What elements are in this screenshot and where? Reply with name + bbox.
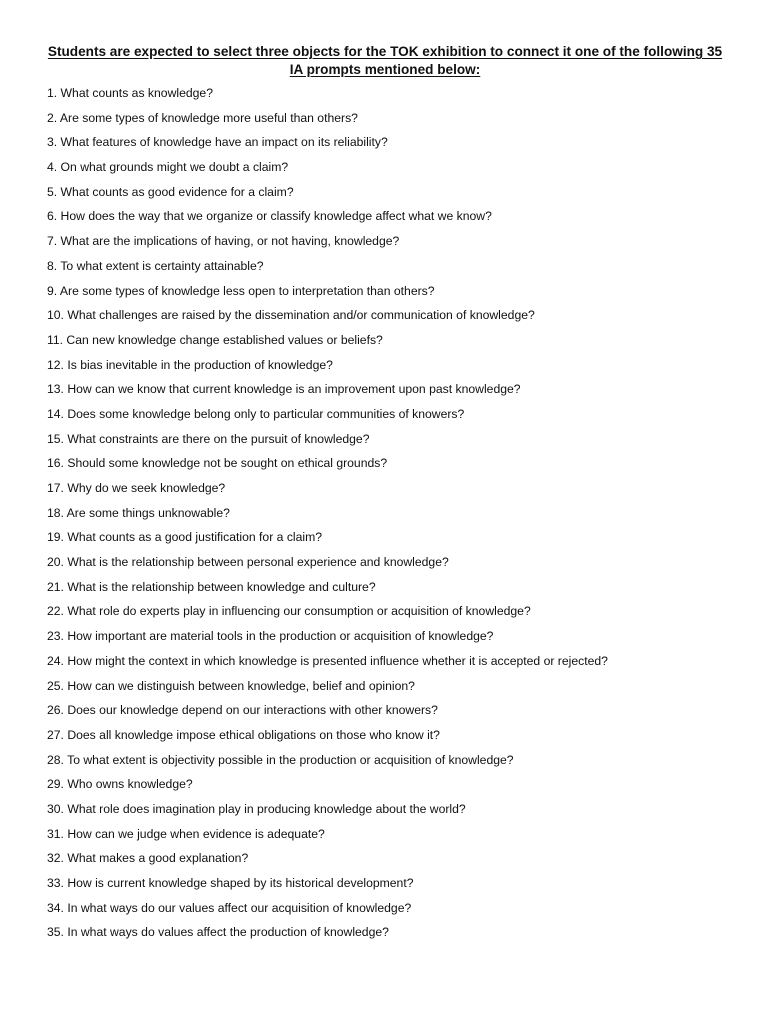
prompt-item: 14. Does some knowledge belong only to particular communities of knowers? bbox=[47, 406, 465, 421]
prompt-item: 19. What counts as a good justification for a claim? bbox=[47, 530, 323, 545]
prompt-item: 31. How can we judge when evidence is adequate? bbox=[47, 826, 325, 841]
prompt-item: 22. What role do experts play in influencing our consumption or acquisition of knowledge? bbox=[47, 604, 531, 619]
prompt-list bbox=[47, 84, 747, 948]
prompt-item: 5. What counts as good evidence for a claim? bbox=[47, 184, 294, 199]
prompt-item: 17. Why do we seek knowledge? bbox=[47, 481, 226, 495]
prompt-item: 3. What features of knowledge have an impact on its reliability? bbox=[47, 135, 388, 150]
prompt-item: 4. On what grounds might we doubt a claim? bbox=[47, 160, 289, 175]
prompt-item: 25. How can we distinguish between knowledge, belief and opinion? bbox=[47, 678, 415, 693]
prompt-item: 20. What is the relationship between personal experience and knowledge? bbox=[47, 555, 449, 570]
prompt-item: 32. What makes a good explanation? bbox=[47, 851, 249, 866]
prompt-item: 12. Is bias inevitable in the production of knowledge? bbox=[47, 357, 333, 372]
prompt-item: 13. How can we know that current knowledge is an improvement upon past knowledge? bbox=[47, 382, 521, 397]
prompt-item: 2. Are some types of knowledge more useful than others? bbox=[47, 110, 358, 125]
prompt-item: 10. What challenges are raised by the dissemination and/or communication of knowledge? bbox=[47, 308, 535, 323]
prompt-item: 16. Should some knowledge not be sought on ethical grounds? bbox=[47, 456, 388, 471]
prompt-item: 35. In what ways do values affect the production of knowledge? bbox=[47, 925, 389, 940]
document-heading: Students are expected to select three objects for the TOK exhibition to connect it one of the following 35 IA prompts mentioned below: bbox=[47, 44, 723, 77]
prompt-item: 30. What role does imagination play in producing knowledge about the world? bbox=[47, 801, 466, 816]
prompt-item: 34. In what ways do our values affect our acquisition of knowledge? bbox=[47, 900, 412, 915]
prompt-item: 18. Are some things unknowable? bbox=[47, 505, 230, 520]
prompt-item: 7. What are the implications of having, or not having, knowledge? bbox=[47, 234, 400, 249]
prompt-item: 28. To what extent is objectivity possible in the production or acquisition of knowledge? bbox=[47, 752, 514, 767]
prompt-item: 26. Does our knowledge depend on our interactions with other knowers? bbox=[47, 703, 438, 718]
prompt-item: 8. To what extent is certainty attainable? bbox=[47, 258, 264, 273]
prompt-item: 23. How important are material tools in the production or acquisition of knowledge? bbox=[47, 629, 494, 644]
prompt-item: 21. What is the relationship between knowledge and culture? bbox=[47, 579, 376, 594]
prompt-item: 9. Are some types of knowledge less open to interpretation than others? bbox=[47, 283, 435, 298]
prompt-item: 1. What counts as knowledge? bbox=[47, 86, 213, 100]
prompt-item: 15. What constraints are there on the pursuit of knowledge? bbox=[47, 431, 370, 446]
prompt-item: 29. Who owns knowledge? bbox=[47, 777, 193, 792]
prompt-item: 27. Does all knowledge impose ethical obligations on those who know it? bbox=[47, 727, 440, 742]
prompt-item: 6. How does the way that we organize or classify knowledge affect what we know? bbox=[47, 209, 492, 224]
prompt-item: 24. How might the context in which knowledge is presented influence whether it is accepted or rejected? bbox=[47, 653, 608, 668]
prompt-item: 33. How is current knowledge shaped by its historical development? bbox=[47, 876, 414, 890]
prompt-item: 11. Can new knowledge change established values or beliefs? bbox=[47, 332, 383, 347]
